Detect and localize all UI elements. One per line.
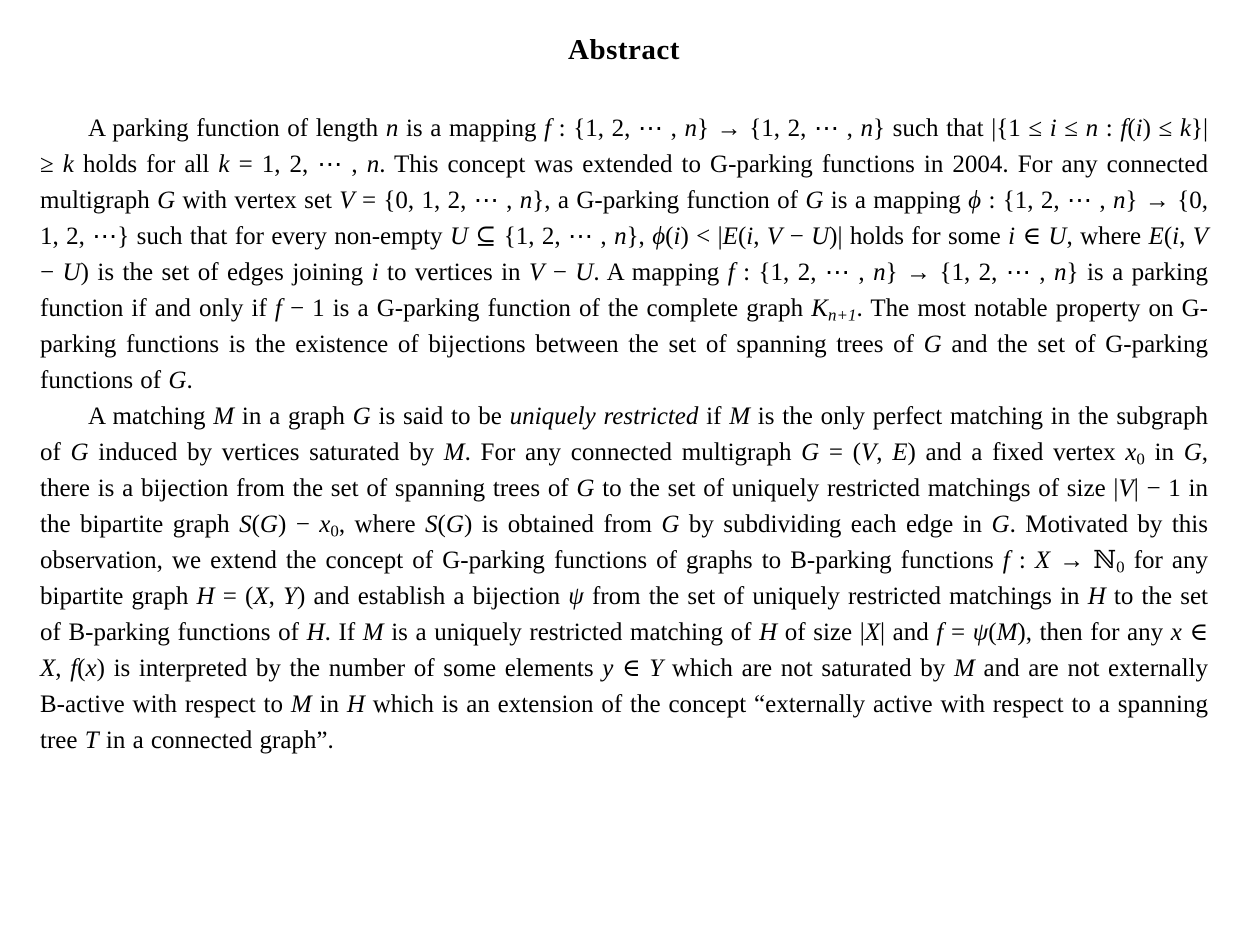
abstract-title: Abstract bbox=[568, 34, 680, 66]
abstract-paragraph-1: A parking function of length n is a mapping f : {1, 2, ⋯ , n} → {1, 2, ⋯ , n} such that |{1 ≤ i ≤ n : f(i) ≤ k}| ≥ k holds for all k = 1, 2, ⋯ , n. This concept was extended to G-parking functions in 2004. For any connected multigraph G with vertex set V = {0, 1, 2, ⋯ , n}, a G-parking function of G is a mapping ϕ : {1, 2, ⋯ , n} → {0, 1, 2, ⋯} such that for every non-empty U ⊆ {1, 2, ⋯ , n}, ϕ(i) < |E(i, V − U)| holds for some i ∈ U, where E(i, V − U) is the set of edges joining i to vertices in V − U. A mapping f : {1, 2, ⋯ , n} → {1, 2, ⋯ , n} is a parking function if and only if f − 1 is a G-parking function of the complete graph $K_{n+1}$. The most notable property on G-parking functions is the existence of bijections between the set of spanning trees of G and the set of G-parking functions of G. bbox=[40, 115, 1209, 394]
abstract-paragraph-2: A matching M in a graph G is said to be uniquely restricted if M is the only perfect matching in the subgraph of G induced by vertices saturated by M. For any connected multigraph G = (V, E) and a fixed vertex $x_0$ in G, there is a bijection from the set of spanning trees of G to the set of uniquely restricted matchings of size |V| − 1 in the bipartite graph $S(G) - x_0$, where S(G) is obtained from G by subdividing each edge in G. Motivated by this observation, we extend the concept of G-parking functions of graphs to B-parking functions f : X → ℕ$_0$ for any bipartite graph H = (X, Y) and establish a bijection ψ from the set of uniquely restricted matchings in H to the set of B-parking functions of H. If M is a uniquely restricted matching of H of size |X| and f = ψ(M), then for any x ∈ X, f(x) is interpreted by the number of some elements y ∈ Y which are not saturated by M and are not externally B-active with respect to M in H which is an extension of the concept “externally active with respect to a spanning tree T in a connected graph”. bbox=[40, 403, 1209, 754]
